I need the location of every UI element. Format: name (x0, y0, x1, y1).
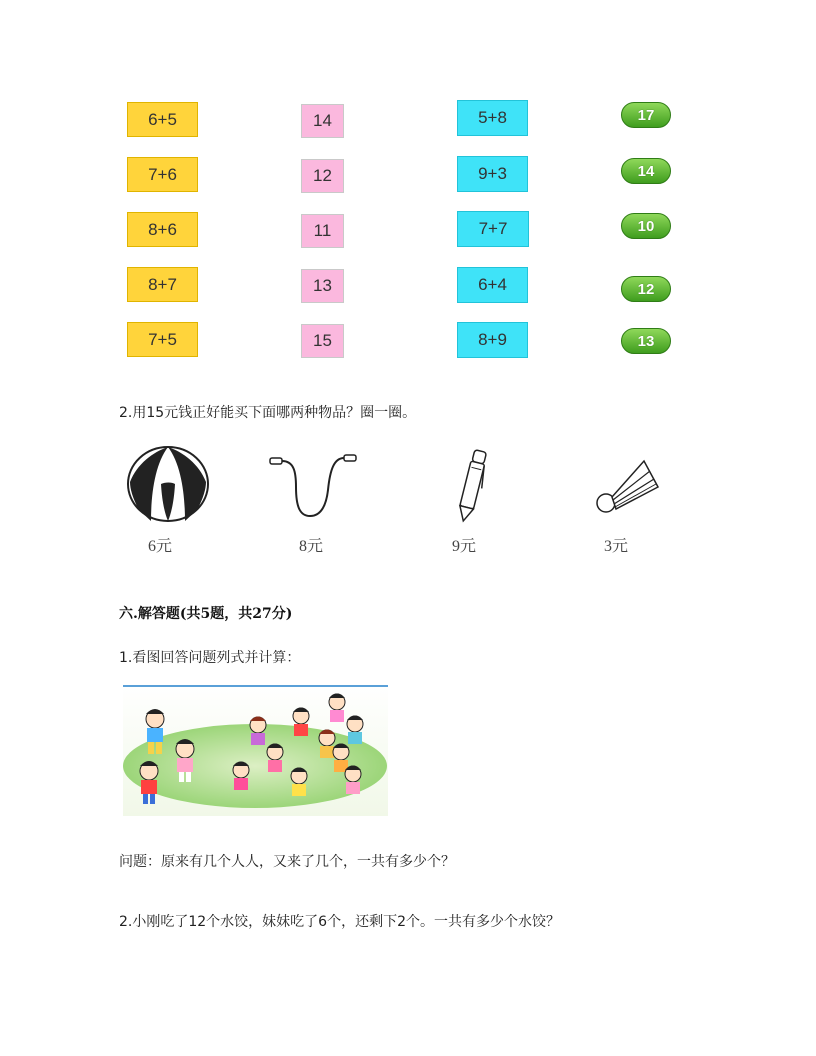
shuttlecock-icon (594, 457, 660, 515)
expression-card-cyan[interactable]: 8+9 (457, 322, 528, 358)
question-prompt: 2.用15元钱正好能买下面哪两种物品？圈一圈。 (119, 405, 417, 421)
item-jump-rope[interactable] (268, 452, 360, 526)
number-card-pink[interactable]: 12 (301, 159, 344, 193)
price-label: 3元 (604, 538, 629, 555)
question-prompt: 1.看图回答问题列式并计算： (119, 650, 301, 666)
pen-icon (452, 446, 492, 526)
section-heading: 六.解答题(共5题，共27分) (119, 606, 293, 622)
answer-pill-green[interactable]: 13 (621, 328, 671, 354)
price-label: 9元 (452, 538, 477, 555)
expression-card-yellow[interactable]: 7+5 (127, 322, 198, 357)
answer-pill-green[interactable]: 14 (621, 158, 671, 184)
number-card-pink[interactable]: 13 (301, 269, 344, 303)
expression-card-yellow[interactable]: 8+6 (127, 212, 198, 247)
price-label: 8元 (299, 538, 324, 555)
expression-card-cyan[interactable]: 5+8 (457, 100, 528, 136)
number-card-pink[interactable]: 14 (301, 104, 344, 138)
expression-card-cyan[interactable]: 9+3 (457, 156, 528, 192)
question-prompt: 2.小刚吃了12个水饺，妹妹吃了6个，还剩下2个。一共有多少个水饺？ (119, 914, 560, 930)
answer-pill-green[interactable]: 10 (621, 213, 671, 239)
expression-card-yellow[interactable]: 6+5 (127, 102, 198, 137)
item-pen[interactable] (452, 446, 492, 530)
expression-card-yellow[interactable]: 7+6 (127, 157, 198, 192)
ball-icon (125, 444, 211, 524)
number-card-pink[interactable]: 15 (301, 324, 344, 358)
question-text: 问题：原来有几个人人，又来了几个，一共有多少个？ (119, 854, 455, 870)
expression-card-cyan[interactable]: 6+4 (457, 267, 528, 303)
children-playing-illustration (123, 684, 388, 816)
expression-card-cyan[interactable]: 7+7 (457, 211, 529, 247)
jump-rope-icon (268, 452, 360, 522)
price-label: 6元 (148, 538, 173, 555)
number-card-pink[interactable]: 11 (301, 214, 344, 248)
answer-pill-green[interactable]: 12 (621, 276, 671, 302)
item-ball[interactable] (125, 444, 211, 528)
expression-card-yellow[interactable]: 8+7 (127, 267, 198, 302)
answer-pill-green[interactable]: 17 (621, 102, 671, 128)
item-shuttlecock[interactable] (594, 457, 660, 519)
